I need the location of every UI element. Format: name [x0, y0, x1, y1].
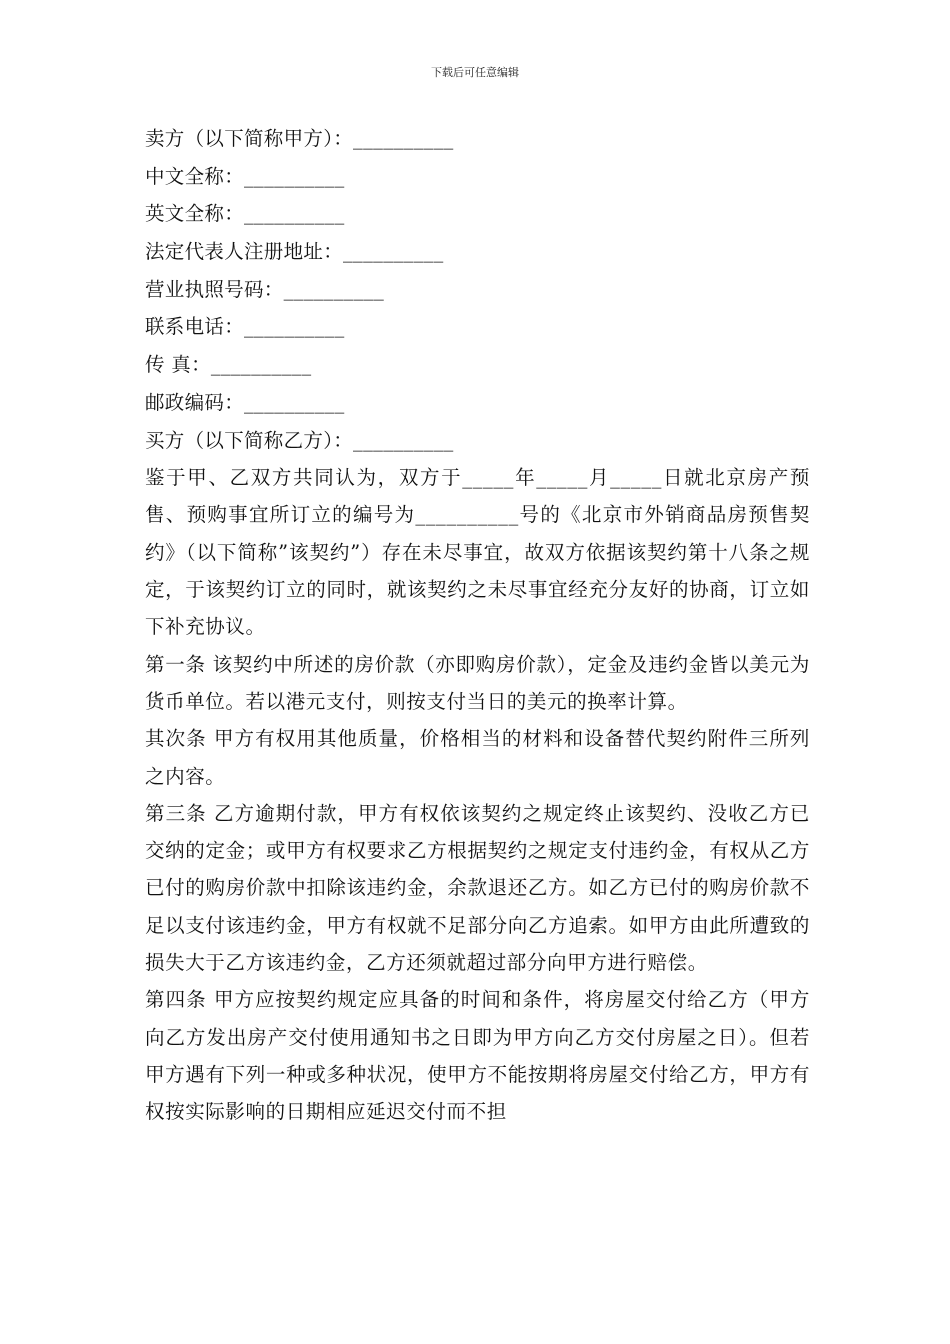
english-full-name-field: 英文全称：__________ [145, 202, 345, 226]
buyer-field: 买方（以下简称乙方）：__________ [145, 428, 454, 452]
phone-field: 联系电话：__________ [145, 315, 345, 339]
seller-field: 卖方（以下简称甲方）：__________ [145, 127, 454, 150]
article-3-paragraph: 第三条 乙方逾期付款，甲方有权依该契约之规定终止该契约、没收乙方已交纳的定金；或甲方有权要求乙方根据契约之规定支付违约金，有权从乙方已付的购房价款中扣除该违约金，余款退还乙方。如乙方已付的购房价款不足以支付该违约金，甲方有权就不足部分向乙方追索。如甲方由此所遭致的损失大于乙方该违约金，乙方还须就超过部分向甲方进行赔偿。 [145, 801, 810, 975]
article-1-paragraph: 第一条 该契约中所述的房价款（亦即购房价款），定金及违约金皆以美元为货币单位。若以港元支付，则按支付当日的美元的换率计算。 [145, 652, 810, 713]
article-4-paragraph: 第四条 甲方应按契约规定应具备的时间和条件，将房屋交付给乙方（甲方向乙方发出房产交付使用通知书之日即为甲方向乙方交付房屋之日）。但若甲方遇有下列一种或多种状况，使甲方不能按期将房屋交付给乙方，甲方有权按实际影响的日期相应延迟交付而不担 [145, 988, 810, 1124]
postal-code-field: 邮政编码：__________ [145, 390, 345, 414]
document-body [145, 120, 810, 1131]
fax-field: 传 真：__________ [145, 353, 312, 377]
chinese-full-name-field: 中文全称：__________ [145, 164, 345, 188]
article-2-paragraph: 其次条 甲方有权用其他质量，价格相当的材料和设备替代契约附件三所列之内容。 [145, 727, 810, 788]
page-header-note: 下载后可任意编辑 [431, 66, 519, 79]
preamble-paragraph: 鉴于甲、乙双方共同认为，双方于_____年_____月_____日就北京房产预售、预购事宜所订立的编号为__________号的《北京市外销商品房预售契约》（以下简称”该契约”）存在未尽事宜，故双方依据该契约第十八条之规定，于该契约订立的同时，就该契约之未尽事宜经充分友好的协商，订立如下补充协议。 [145, 466, 810, 639]
business-license-field: 营业执照号码：__________ [145, 277, 385, 301]
legal-rep-address-field: 法定代表人注册地址：__________ [145, 240, 444, 264]
